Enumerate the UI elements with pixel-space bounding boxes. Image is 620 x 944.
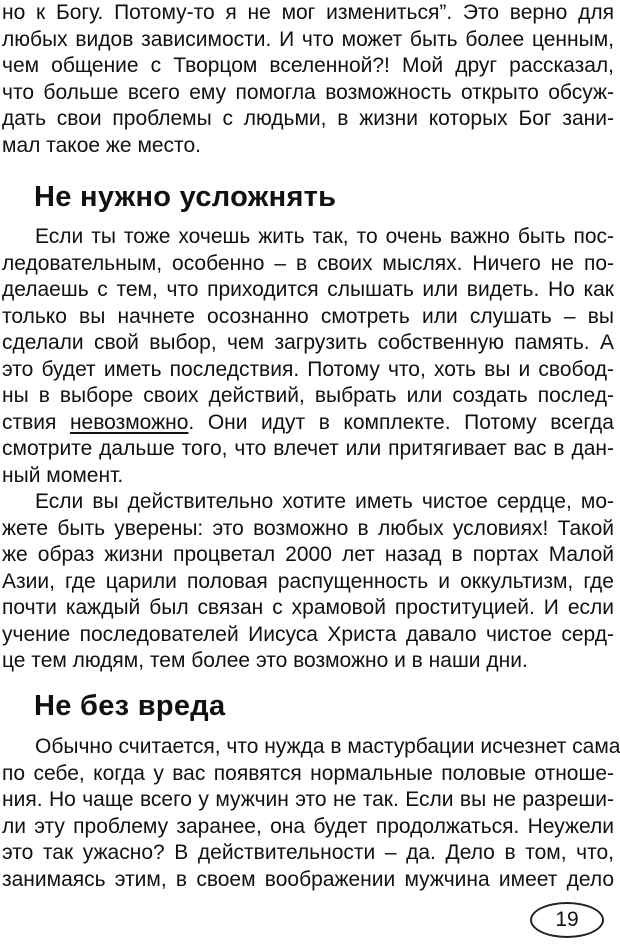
text-line: делаешь с тем, что приходится слышать или видеть. Но как [2, 278, 614, 301]
underlined-word: невозможно [69, 410, 189, 434]
text-line: занимаясь этим, в своем воображении мужчина имеет дело [2, 867, 614, 891]
page-number-text: 19 [555, 908, 579, 931]
text-fragment: . Они идут в комплекте. Потому всегда [188, 410, 614, 434]
text-line: смотрите дальше того, что влечет или притягивает вас в дан- [2, 437, 614, 460]
section2-paragraph1 [2, 734, 620, 893]
text-line: почти каждый был связан с храмовой проституцией. И если [2, 596, 614, 619]
text-line: Азии, где царили половая распущенность и оккультизм, где [2, 569, 614, 593]
intro-paragraph [2, 0, 614, 159]
text-line: дать свои проблемы с людьми, в жизни которых Бог зани- [2, 107, 614, 130]
text-line: по себе, когда у вас появятся нормальные половые отноше- [2, 761, 614, 785]
section-heading: Не нужно усложнять [34, 181, 337, 213]
text-line: это так ужасно? В действительности – да. Дело в том, что, [2, 841, 614, 864]
text-line: Обычно считается, что нужда в мастурбации исчезнет сама [35, 735, 620, 758]
text-line: мал такое же место. [2, 133, 201, 157]
text-line: чем общение с Творцом вселенной?! Мой друг рассказал, [2, 54, 614, 77]
text-line: ли эту проблему заранее, она будет продолжаться. Неужели [2, 814, 614, 838]
page-number [530, 902, 604, 938]
section-heading: Не без вреда [34, 690, 226, 722]
text-line: ния. Но чаще всего у мужчин это не так. Если вы не разреши- [2, 788, 614, 811]
text-line: ный момент. [2, 463, 124, 487]
text-line: но к Богу. Потому-то я не мог измениться”. Это верно для [2, 1, 614, 24]
section1-paragraph1 [2, 224, 614, 489]
text-line: Если вы действительно хотите иметь чистое сердце, мо- [35, 490, 614, 513]
text-line: только вы начнете осознанно смотреть или слушать – вы [2, 304, 614, 328]
text-fragment: ствия [2, 410, 70, 434]
text-line: что больше всего ему помогла возможность открыто обсуж- [2, 80, 614, 104]
text-line: любых видов зависимости. И что может быть более ценным, [2, 27, 614, 51]
text-line: учение последователей Иисуса Христа давало чистое серд- [2, 622, 614, 646]
text-line: ледовательным, особенно – в своих мыслях. Ничего не по- [2, 251, 614, 275]
section1-paragraph2 [2, 489, 614, 675]
text-line: жете быть уверены: это возможно в любых условиях! Такой [2, 516, 614, 540]
text-line: сделали свой выбор, чем загрузить собственную память. А [2, 331, 614, 354]
text-line [2, 410, 614, 437]
text-line: это будет иметь последствия. Потому что, хоть вы и свобод- [2, 357, 614, 381]
text-line: Если ты тоже хочешь жить так, то очень важно быть пос- [35, 225, 614, 248]
text-line: це тем людям, тем более это возможно и в наши дни. [2, 649, 528, 672]
text-line: же образ жизни процветал 2000 лет назад в портах Малой [2, 543, 614, 566]
text-line: ны в выборе своих действий, выбрать или создать послед- [2, 384, 614, 407]
